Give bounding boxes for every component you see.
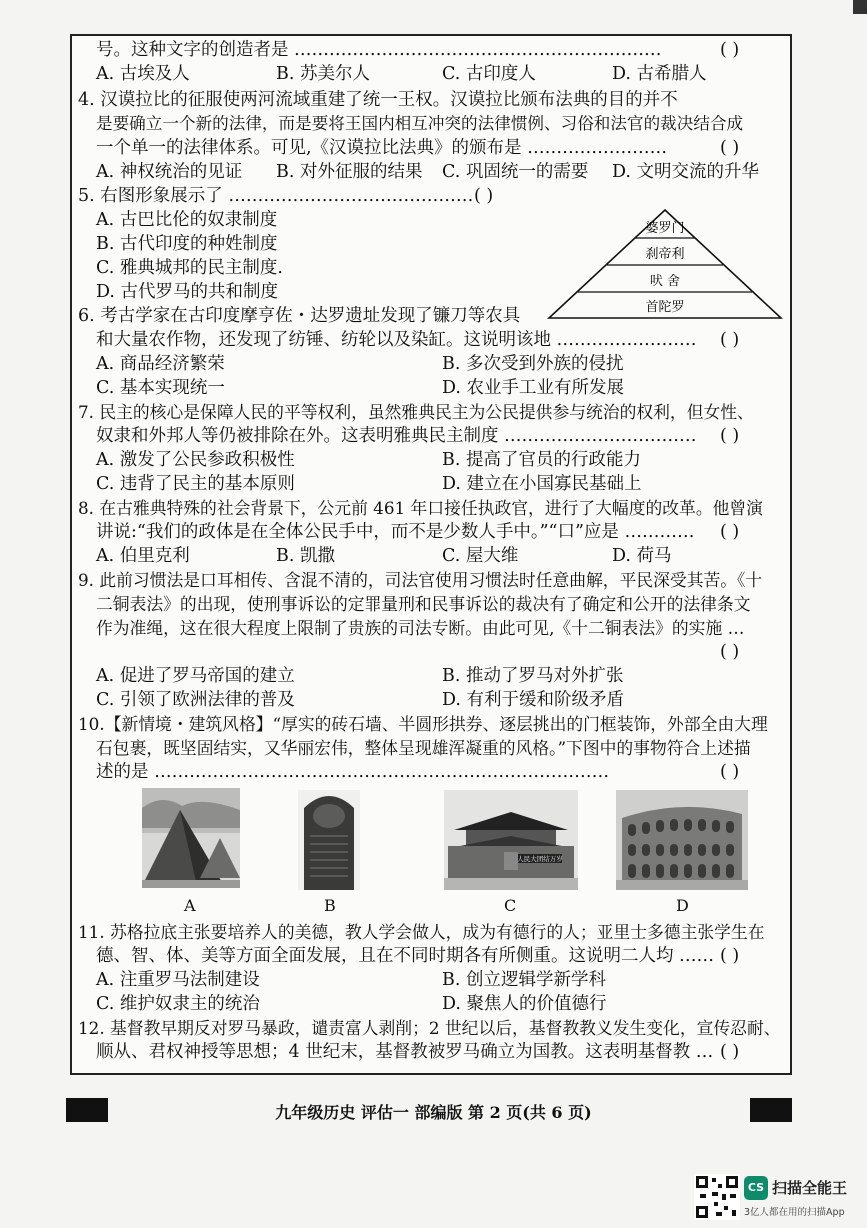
pyramid-level-3: 吠 舍 [649,274,681,289]
q12-answer-paren: ( ) [720,1042,740,1062]
image-b-caption: B [324,896,336,915]
q6-answer-paren: ( ) [720,330,740,350]
image-c-caption: C [504,896,517,915]
q7-option-d: D. 建立在小国寡民基础上 [442,474,642,494]
q10-line-2: 石包裹，既坚固结实，又华丽宏伟，整体呈现雄浑凝重的风格。”下图中的事物符合上述描 [96,738,751,758]
qr-code-icon [694,1174,740,1220]
q6-option-d: D. 农业手工业有所发展 [442,378,625,398]
q8-answer-paren: ( ) [720,522,740,542]
q5-option-d: D. 古代罗马的共和制度 [96,282,279,302]
q9-option-a: A. 促进了罗马帝国的建立 [96,666,295,686]
q10-line-1: 10.【新情境・建筑风格】“厚实的砖石墙、半圆形拱券、逐层挑出的门框装饰，外部全由大理 [78,714,768,734]
q6-option-c: C. 基本实现统一 [96,378,225,398]
q9-option-d: D. 有利于缓和阶级矛盾 [442,690,625,710]
image-c-tiananmen [444,790,578,890]
q3-option-c: C. 古印度人 [442,64,536,84]
q8-line-1: 8. 在古雅典特殊的社会背景下，公元前 461 年口接任执政官，进行了大幅度的改革。他曾演 [78,498,763,518]
q7-option-a: A. 激发了公民参政积极性 [96,450,295,470]
q7-option-c: C. 违背了民主的基本原则 [96,474,295,494]
image-a-pyramids [142,788,240,888]
building-sign: 人民大团结万岁 [517,855,563,863]
q6-line-1: 6. 考古学家在古印度摩亨佐・达罗遗址发现了镰刀等农具 [78,306,521,326]
q11-option-c: C. 维护奴隶主的统治 [96,994,260,1014]
q9-line-2: 二铜表法》的出现，使刑事诉讼的定罪量刑和民事诉讼的裁决有了确定和公开的法律条文 [96,594,751,614]
q5-option-c: C. 雅典城邦的民主制度. [96,258,283,278]
q11-answer-paren: ( ) [720,946,740,966]
q7-option-b: B. 提高了官员的行政能力 [442,450,641,470]
q6-line-2: 和大量农作物，还发现了纺锤、纺轮以及染缸。这说明该地 …………………… [96,330,697,350]
q12-line-2: 顺从、君权神授等思想；4 世纪末，基督教被罗马确立为国教。这表明基督教 … [96,1042,714,1062]
image-a-caption: A [184,896,196,915]
q3-option-b: B. 苏美尔人 [276,64,370,84]
q10-line-3: 述的是 …………………………………………………………………… [96,762,610,782]
page-footer: 九年级历史 评估一 部编版 第 2 页(共 6 页) [275,1103,592,1122]
q5-option-b: B. 古代印度的种姓制度 [96,234,278,254]
q3-answer-paren: ( ) [720,40,740,60]
q4-line-2: 是要确立一个新的法律，而是要将王国内相互冲突的法律惯例、习俗和法官的裁决结合成 [96,114,744,133]
q9-answer-paren: ( ) [720,642,740,662]
q8-option-a: A. 伯里克利 [96,546,190,566]
image-b-code-stele [298,790,360,890]
q11-option-d: D. 聚焦人的价值德行 [442,994,607,1014]
q5-option-a: A. 古巴比伦的奴隶制度 [96,210,278,230]
q10-answer-paren: ( ) [720,762,740,782]
q9-line-1: 9. 此前习惯法是口耳相传、含混不清的，司法官使用习惯法时任意曲解，平民深受其苦。《十 [78,570,763,590]
q9-option-c: C. 引领了欧洲法律的普及 [96,690,295,710]
q8-option-b: B. 凯撒 [276,546,335,566]
q12-line-1: 12. 基督教早期反对罗马暴政，谴责富人剥削；2 世纪以后，基督教教义发生变化，宣传忍耐、 [78,1018,781,1038]
scanner-tagline: 3亿人都在用的扫描App [744,1207,845,1218]
pyramid-level-2: 刹帝利 [645,247,685,262]
q4-option-a: A. 神权统治的见证 [96,162,243,182]
q5-line: 5. 右图形象展示了 …………………………………… [78,186,474,206]
cs-logo-icon: CS [744,1176,768,1200]
image-d-caption: D [676,896,689,915]
q8-line-2: 讲说:“我们的政体是在全体公民手中，而不是少数人手中。”“口”应是 ………… [96,522,695,542]
q9-option-b: B. 推动了罗马对外扩张 [442,666,624,686]
q11-line-2: 德、智、体、美等方面全面发展，且在不同时期各有所侧重。这说明二人均 …… [96,946,715,966]
q4-option-c: C. 巩固统一的需要 [442,162,589,182]
q7-line-1: 7. 民主的核心是保障人民的平等权利，虽然雅典民主为公民提供参与统治的权利，但女性、 [78,402,754,422]
q3-option-d: D. 古希腊人 [612,64,707,84]
q11-line-1: 11. 苏格拉底主张要培养人的美德，教人学会做人，成为有德行的人；亚里士多德主张学生在 [78,922,765,942]
q11-option-a: A. 注重罗马法制建设 [96,970,260,990]
q4-answer-paren: ( ) [720,138,740,158]
q5-answer-paren: ( ) [474,186,494,206]
q3-option-a: A. 古埃及人 [96,64,190,84]
q6-option-b: B. 多次受到外族的侵扰 [442,354,624,374]
q4-option-d: D. 文明交流的升华 [612,162,760,182]
q8-option-d: D. 荷马 [612,546,672,566]
image-d-colosseum [616,790,748,890]
q4-line-1: 4. 汉谟拉比的征服使两河流域重建了统一王权。汉谟拉比颁布法典的目的并不 [78,90,678,110]
corner-mark [853,0,867,14]
pyramid-level-4: 首陀罗 [645,300,685,315]
q6-option-a: A. 商品经济繁荣 [96,354,225,374]
q4-option-b: B. 对外征服的结果 [276,162,423,182]
q9-line-3: 作为准绳，这在很大程度上限制了贵族的司法专断。由此可见,《十二铜表法》的实施 … [96,618,745,638]
q7-line-2: 奴隶和外邦人等仍被排除在外。这表明雅典民主制度 …………………………… [96,426,697,446]
scanner-brand: 扫描全能王 [772,1179,848,1197]
q8-option-c: C. 屋大维 [442,546,519,566]
q4-line-3: 一个单一的法律体系。可见,《汉谟拉比法典》的颁布是 …………………… [96,138,668,158]
caste-pyramid-diagram [547,208,783,320]
q7-answer-paren: ( ) [720,426,740,446]
q3-tail-text: 号。这种文字的创造者是 ……………………………………………………… [96,40,662,60]
pyramid-level-1: 婆罗门 [645,221,685,236]
q11-option-b: B. 创立逻辑学新学科 [442,970,606,990]
